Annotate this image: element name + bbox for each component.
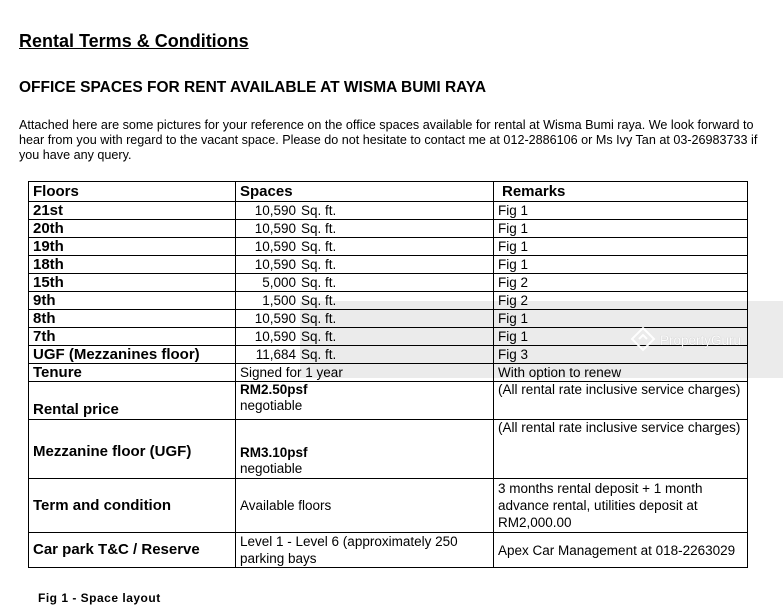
section-title: OFFICE SPACES FOR RENT AVAILABLE AT WISMA BUMI RAYA: [19, 79, 487, 96]
table-row: [29, 274, 748, 292]
floor-cell: 8th: [29, 310, 236, 328]
remark-cell: Fig 3: [494, 346, 748, 364]
table-row: [29, 346, 748, 364]
rental-price-note: negotiable: [240, 398, 303, 413]
table-row: [29, 310, 748, 328]
space-area: 10,590: [254, 203, 296, 218]
space-area: 10,590: [254, 221, 296, 236]
table-row: [29, 328, 748, 346]
car-park-remark: Apex Car Management at 018-2263029: [494, 533, 748, 568]
car-park-row: [29, 533, 748, 568]
space-unit: Sq. ft.: [301, 221, 337, 236]
mezzanine-remark: (All rental rate inclusive service charges): [494, 420, 748, 479]
floor-cell: 18th: [29, 256, 236, 274]
remark-cell: Fig 1: [494, 220, 748, 238]
mezzanine-label: Mezzanine floor (UGF): [29, 420, 236, 479]
space-cell: [236, 238, 494, 256]
space-cell: [236, 292, 494, 310]
mezzanine-price-cell: [236, 420, 494, 479]
space-unit: Sq. ft.: [301, 293, 337, 308]
remark-cell: Fig 1: [494, 328, 748, 346]
remark-cell: Fig 1: [494, 202, 748, 220]
header-spaces: Spaces: [236, 182, 494, 202]
space-unit: Sq. ft.: [301, 275, 337, 290]
table-row: [29, 238, 748, 256]
remark-cell: Fig 1: [494, 238, 748, 256]
rental-price-cell: [236, 382, 494, 420]
car-park-label: Car park T&C / Reserve: [29, 533, 236, 568]
space-area: 1,500: [262, 293, 296, 308]
rental-price-row: [29, 382, 748, 420]
rental-price-remark: (All rental rate inclusive service charges): [494, 382, 748, 420]
rental-price-label: Rental price: [29, 382, 236, 420]
space-area: 10,590: [254, 257, 296, 272]
space-unit: Sq. ft.: [301, 203, 337, 218]
space-cell: [236, 220, 494, 238]
remark-cell: Fig 2: [494, 274, 748, 292]
mezzanine-row: [29, 420, 748, 479]
mezzanine-price-value: RM3.10psf: [240, 445, 308, 460]
page-heading: Rental Terms & Conditions: [19, 31, 249, 51]
figure-caption: Fig 1 - Space layout: [38, 591, 161, 605]
floor-cell: UGF (Mezzanines floor): [29, 346, 236, 364]
space-cell: [236, 274, 494, 292]
floor-cell: 9th: [29, 292, 236, 310]
term-spaces: Available floors: [236, 479, 494, 533]
remark-cell: Fig 1: [494, 256, 748, 274]
term-remark: 3 months rental deposit + 1 month advance rental, utilities deposit at RM2,000.00: [494, 479, 748, 533]
table-row: [29, 256, 748, 274]
remark-cell: Fig 1: [494, 310, 748, 328]
space-area: 10,590: [254, 239, 296, 254]
floor-cell: 19th: [29, 238, 236, 256]
space-cell: [236, 310, 494, 328]
table-row: [29, 202, 748, 220]
rental-price-value: RM2.50psf: [240, 382, 308, 397]
mezzanine-price-note: negotiable: [240, 461, 303, 476]
tenure-remark: With option to renew: [494, 364, 748, 382]
space-area: 5,000: [262, 275, 296, 290]
space-cell: [236, 256, 494, 274]
header-remarks: Remarks: [494, 182, 748, 202]
table-row: [29, 292, 748, 310]
floor-cell: 15th: [29, 274, 236, 292]
space-area: 11,684: [255, 347, 296, 362]
remark-cell: Fig 2: [494, 292, 748, 310]
space-unit: Sq. ft.: [301, 239, 337, 254]
floor-cell: 7th: [29, 328, 236, 346]
car-park-spaces: Level 1 - Level 6 (approximately 250 parking bays: [236, 533, 494, 568]
tenure-row: [29, 364, 748, 382]
tenure-spaces: Signed for 1 year: [236, 364, 494, 382]
watermark-text: PropertyGuru: [660, 333, 742, 348]
space-unit: Sq. ft.: [301, 329, 337, 344]
space-cell: [236, 328, 494, 346]
space-area: 10,590: [254, 329, 296, 344]
space-unit: Sq. ft.: [301, 347, 337, 362]
floor-cell: 20th: [29, 220, 236, 238]
term-row: [29, 479, 748, 533]
rental-table: [28, 181, 748, 568]
space-area: 10,590: [254, 311, 296, 326]
intro-paragraph: [19, 118, 779, 163]
header-floors: Floors: [29, 182, 236, 202]
tenure-label: Tenure: [29, 364, 236, 382]
intro-text: Attached here are some pictures for your reference on the office spaces available for rental at Wisma Bumi raya. We look forward to hear from you with regard to the vacant space. Please do not hesitate to contact me at 012-2886106 or Ms Ivy Tan at 03-26983733 if you have any query.: [19, 118, 758, 162]
term-label: Term and condition: [29, 479, 236, 533]
space-cell: [236, 346, 494, 364]
space-cell: [236, 202, 494, 220]
table-header-row: [29, 182, 748, 202]
floor-cell: 21st: [29, 202, 236, 220]
space-unit: Sq. ft.: [301, 257, 337, 272]
space-unit: Sq. ft.: [301, 311, 337, 326]
table-row: [29, 220, 748, 238]
